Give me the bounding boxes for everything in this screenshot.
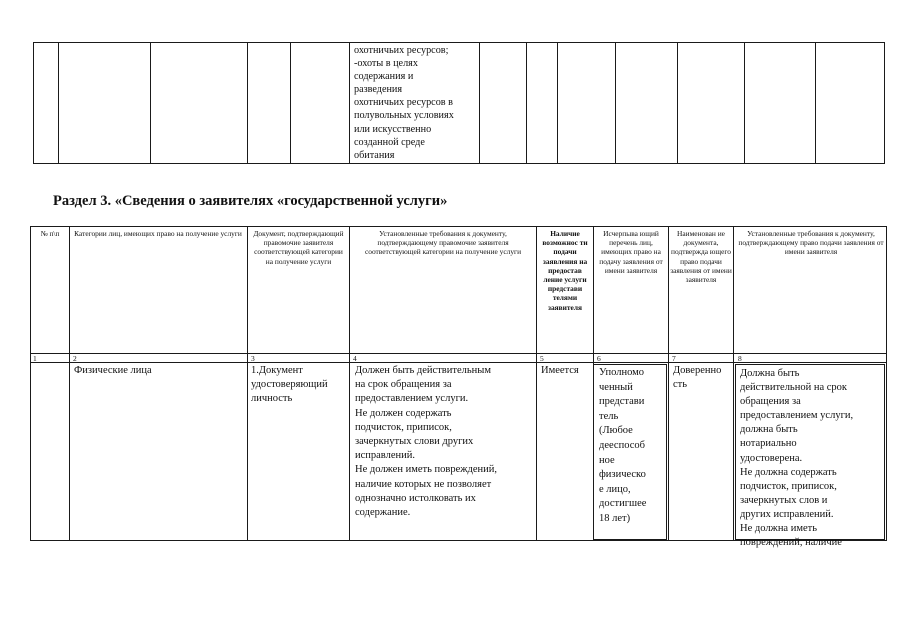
text-line: Должен быть действительным [355,365,491,376]
cell-authority-requirements [740,367,884,550]
table-line [733,226,734,541]
text-line: полувольных условиях [354,110,454,122]
top-table-line [33,42,885,43]
header-document: Документ, подтверждающий правомочие заявителя соответствующей категории на получение услуги [253,229,344,266]
text-line: подчисток, приписок, [740,480,837,492]
table-line [247,226,248,541]
column-number: 1 [33,354,37,363]
table-line [536,226,537,541]
text-line: зачеркнутых слови других [355,436,474,448]
text-line: должна быть [740,424,798,436]
text-line: ное [599,454,615,466]
text-line: или искусственно [354,123,432,135]
text-line: созданной среде [354,136,425,148]
column-number: 3 [251,354,255,363]
column-number: 5 [540,354,544,363]
top-table-line [33,163,885,164]
text-line: однозначно истолковать их [355,492,476,504]
table-line [886,226,887,541]
top-table-line [58,42,59,164]
top-table-line [479,42,480,164]
header-authority-requirements: Установленные требования к документу, подтверждающему право подачи заявления от имени заявителя [738,229,884,257]
text-line: подчисток, приписок, [355,421,452,433]
text-line: действительной на срок [740,382,848,394]
text-line: удостоверяющий [251,379,328,391]
text-line: предоставлением услуги, [740,410,854,422]
text-line: зачеркнутых слов и [740,494,828,506]
text-line: обращения за [740,396,801,408]
text-line: исправлений. [355,450,416,462]
column-number: 8 [738,354,742,363]
text-line: Не должна содержать [740,466,837,478]
text-line: е лицо, [599,483,631,495]
table-line [30,362,887,363]
cell-doc-requirements [355,364,535,520]
header-persons-list: Исчерпыва ющий перечень лиц, имеющих право на подачу заявления от имени заявителя [599,229,663,275]
section-title: Раздел 3. «Сведения о заявителях «государственной услуги» [53,193,448,209]
top-table-line [744,42,745,164]
top-table-line [677,42,678,164]
text-line: Уполномо [599,367,645,378]
table-line [668,226,669,541]
text-line: Доверенно [673,365,722,376]
top-table-line [815,42,816,164]
text-line: Не должен иметь повреждений, [355,464,497,476]
text-line: на срок обращения за [355,379,452,391]
text-line: повреждений, наличие [740,537,842,549]
header-number: № п\п [40,229,60,238]
column-number: 2 [73,354,77,363]
text-line: личность [251,393,293,405]
text-line: наличие которых не позволяет [355,478,492,490]
table-line [30,226,887,227]
top-table-line [33,42,34,164]
text-line: физическо [599,469,646,481]
text-line: разведения [354,84,403,96]
text-line: нотариально [740,438,797,450]
text-line: достигшее [599,498,647,510]
text-line: других исправлений. [740,508,834,520]
top-table-line [150,42,151,164]
text-line: охотничьих ресурсов; [354,45,449,56]
text-line: -охоты в целях [354,58,418,70]
cell-category: Физические лица [74,365,152,376]
top-table-line [290,42,291,164]
text-line: Не должен содержать [355,407,452,419]
column-number: 6 [597,354,601,363]
top-table-line [557,42,558,164]
top-table-line [615,42,616,164]
text-line: обитания [354,149,395,161]
top-table-line [526,42,527,164]
cell-representative-possibility: Имеется [541,365,579,376]
text-line: 18 лет) [599,512,631,524]
cell-authority-document [673,364,733,392]
header-categories: Категории лиц, имеющих право на получение услуги [74,229,242,238]
table-line [30,226,31,541]
top-table-line [349,42,350,164]
text-line: представи [599,396,645,408]
text-line: содержание. [355,507,411,519]
text-line: Не должна иметь [740,523,818,535]
top-table-line [247,42,248,164]
cell-persons-list [599,366,665,527]
column-number: 4 [353,354,357,363]
cell-document [251,364,347,407]
text-line: предоставлением услуги. [355,393,469,405]
text-line: ченный [599,381,633,393]
text-line: удостоверена. [740,452,803,464]
header-representative-possibility: Наличие возможнос ти подачи заявления на предостав ление услуги представи телями заявителя [542,229,588,312]
top-table-line [884,42,885,164]
top-table-col5-text [354,44,478,162]
text-line: дееспособ [599,439,645,451]
text-line: охотничьих ресурсов в [354,97,453,109]
table-line [30,353,887,354]
header-doc-requirements: Установленные требования к документу, подтверждающему правомочие заявителя соответствующей категории на получение услуги [364,229,522,257]
text-line: 1.Документ [251,365,303,376]
table-line [69,226,70,541]
header-authority-document: Наименован ие документа, подтвержда ющего право подачи заявления от имени заявителя [670,229,732,285]
text-line: тель [599,410,619,422]
text-line: сть [673,379,688,391]
table-line [349,226,350,541]
text-line: содержания и [354,71,414,83]
column-number: 7 [672,354,676,363]
text-line: Должна быть [740,368,800,379]
text-line: (Любое [599,425,633,437]
